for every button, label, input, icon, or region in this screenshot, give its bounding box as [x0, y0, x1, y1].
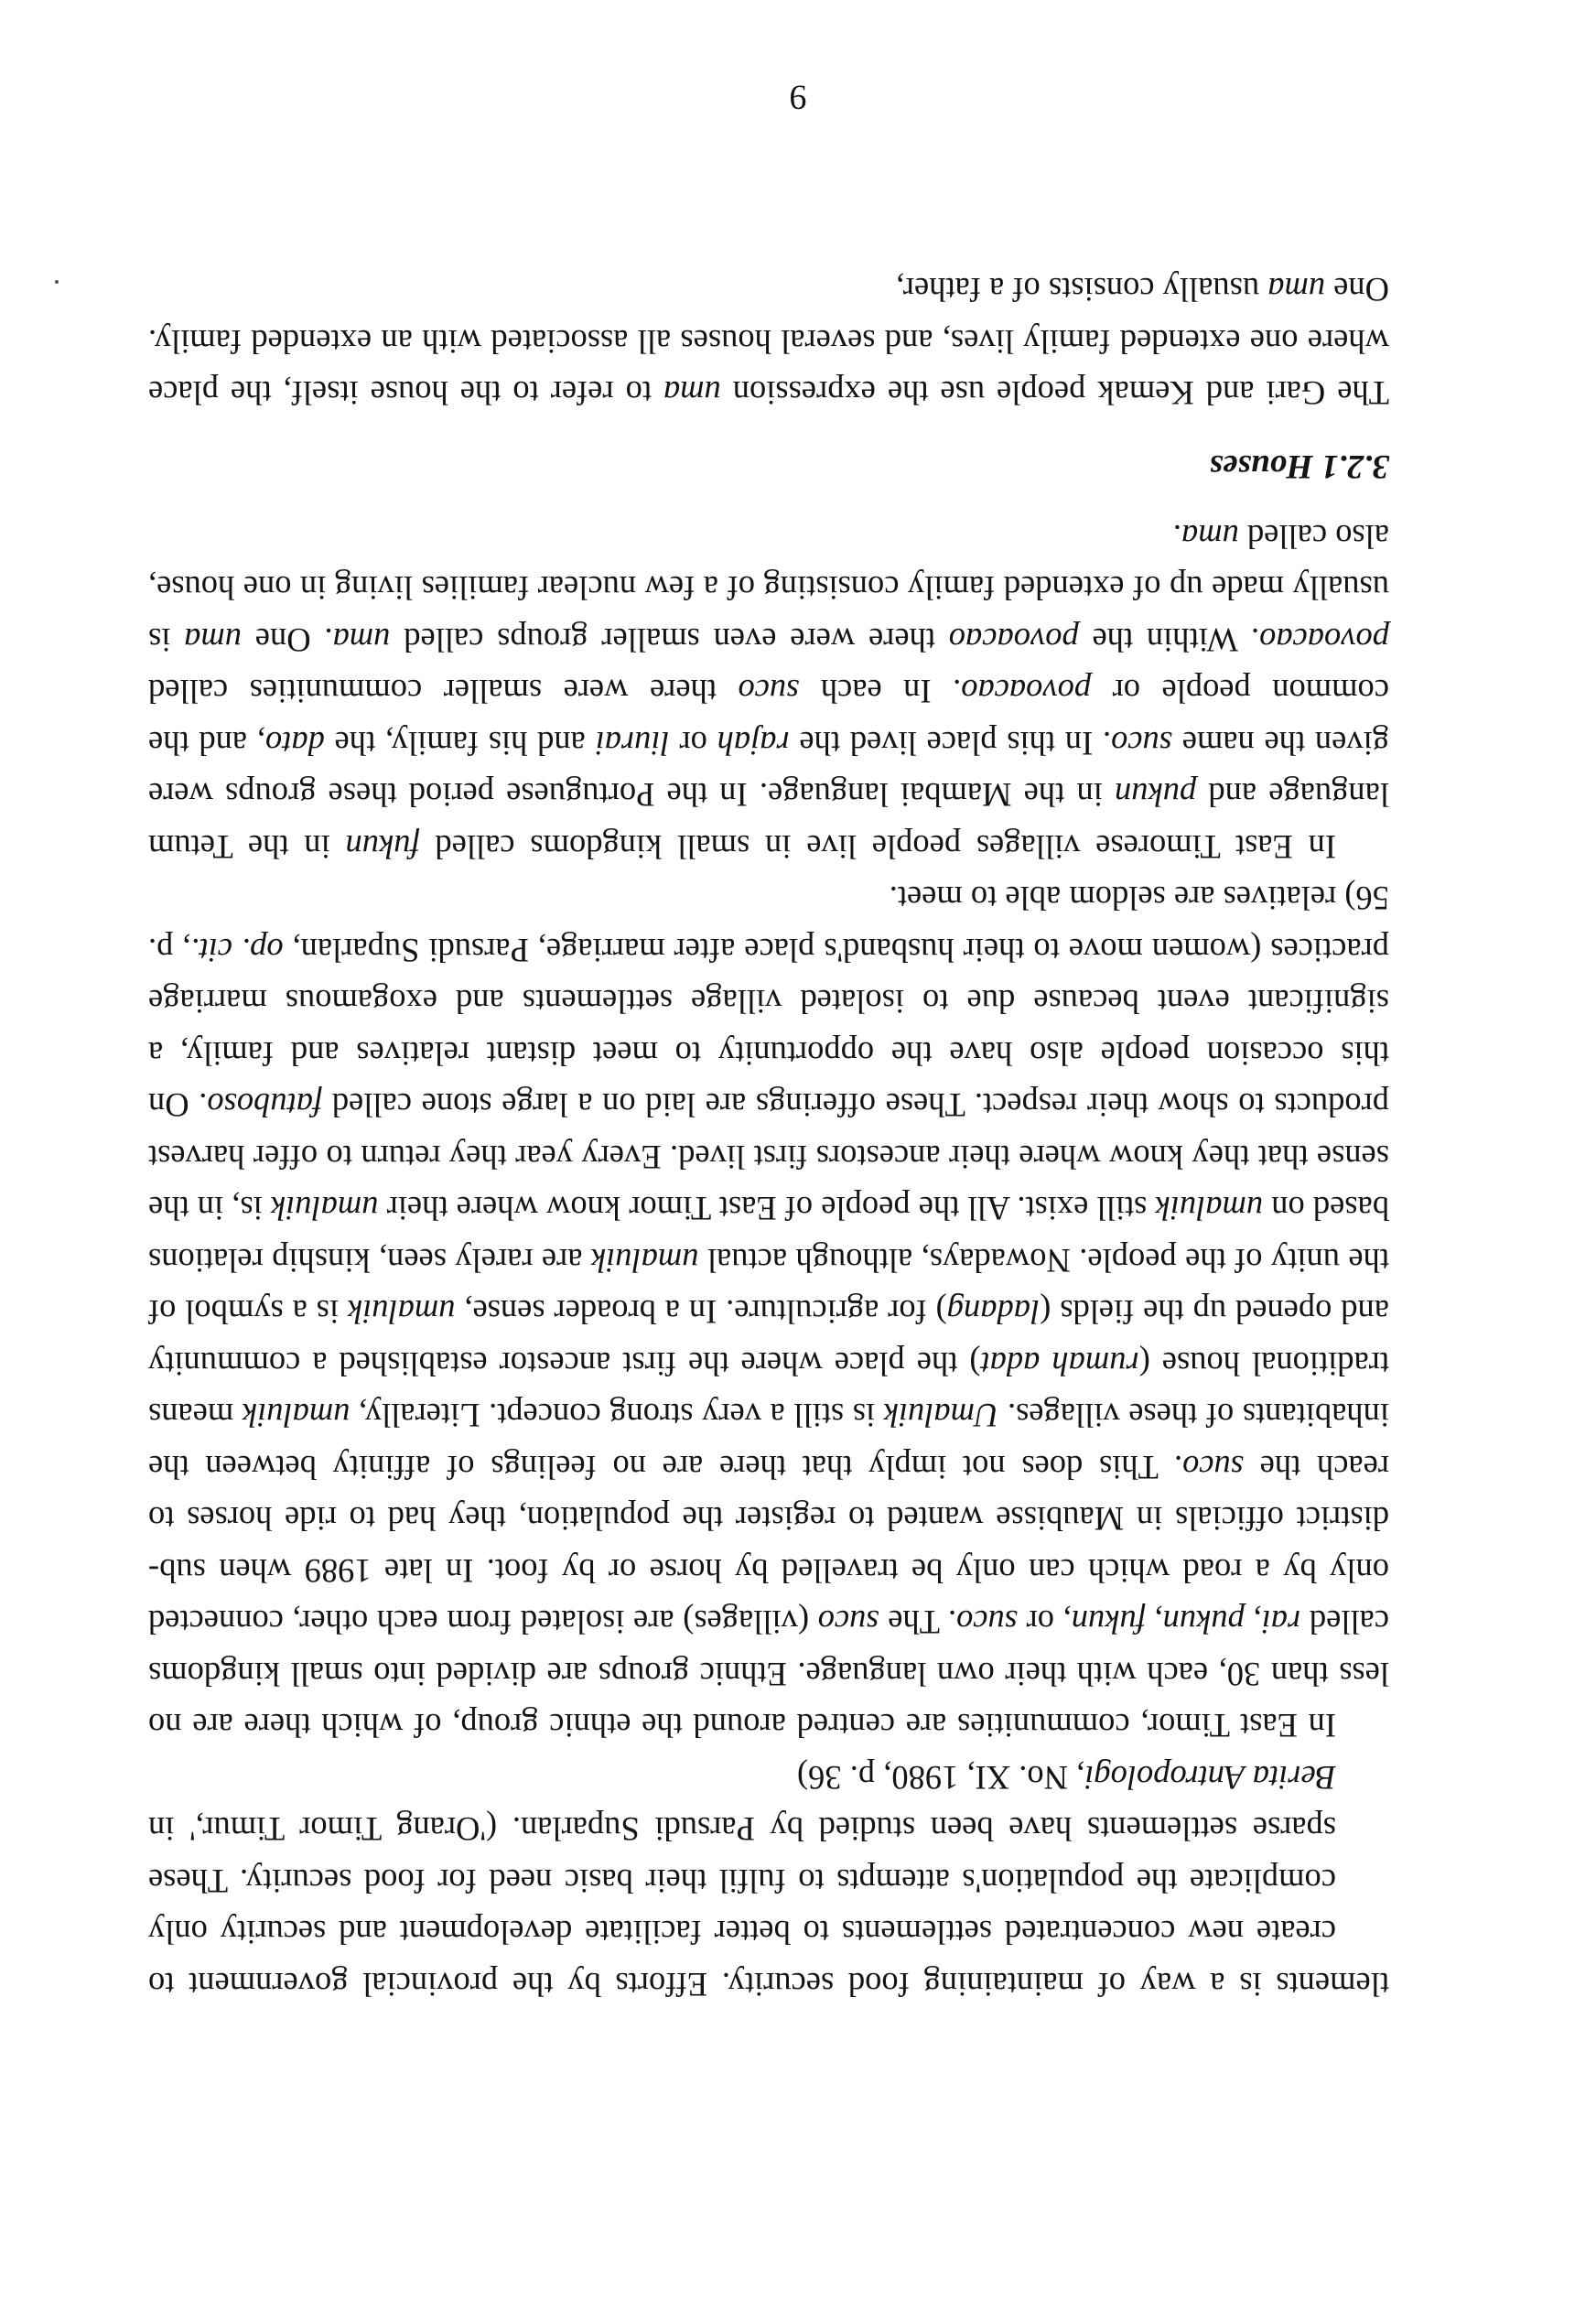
italic-term: uma [1267, 271, 1326, 309]
text-run: , or [1018, 1603, 1072, 1642]
text-run: , [1244, 1603, 1262, 1642]
text-run: , No. XI, 1980, p. 36) [796, 1759, 1085, 1797]
italic-term: fukun [345, 828, 420, 866]
text-run: is a symbol of the unity of the people. Nowadays, although actual [148, 1242, 1389, 1332]
text-run: tlements is a way of maintaining food security. Efforts by the provincial government to create new concentrated settlements to better facilitate development and security only complicate the population's attempts to fulfil their basic need for food security. These sparse settlements have been studied by Parsudi Suparlan. ('Orang Timor Timur,' in [148, 1810, 1389, 2003]
text-run: are rarely seen, kinship relations based on [148, 1190, 1389, 1279]
italic-term: povoacao [961, 673, 1092, 711]
text-run: . This does not imply that there are no feelings of affinity between the inhabitants of these villages. [148, 1397, 1389, 1486]
text-run: . In this place lived the [789, 725, 1112, 762]
italic-term: Berita Antropologi [1084, 1759, 1336, 1797]
section-heading: 3.2.1 Houses [1209, 448, 1389, 486]
italic-term: suco [1182, 1449, 1244, 1486]
text-run: . The [879, 1603, 957, 1642]
text-run: is still a very strong concept. Literally, [350, 1397, 884, 1435]
text-run: ) the place where the first ancestor established a community and opened up the fields ( [148, 1293, 1389, 1383]
text-run: or [669, 725, 717, 762]
italic-term: umaluik [270, 1190, 379, 1228]
text-run: , p. 56) relatives are seldom able to meet. [147, 880, 1389, 969]
body-text [148, 264, 1389, 2010]
text-run: to refer to the house itself, the place where one extended family lives, and several houses all associated with an extended family. One [148, 271, 1389, 413]
italic-term: suco [738, 673, 800, 711]
italic-term: uma [1181, 518, 1239, 556]
text-run: (villages) are isolated from each other, connected only by a road which can only be travelled by horse or by foot. In late 1989 when sub-district officials in Maubisse wanted to register the population, they had to ride horses to reach the [147, 1449, 1389, 1642]
italic-term: uma [332, 621, 391, 659]
italic-term: uma [663, 374, 721, 413]
text-run: In East Timor, communities are centred around the ethnic group, of which there are no less than 30, each with their own language. Ethnic groups are divided into small kingdoms called [148, 1603, 1389, 1745]
paragraph [148, 872, 1389, 1752]
text-run: is, in the sense that they know where their ancestors first lived. Every year they return to offer harvest products to show their respect. These offerings are laid on a large stone called [147, 1086, 1389, 1228]
italic-term: pukun [1115, 776, 1197, 815]
italic-term: fukun [1071, 1603, 1146, 1642]
italic-term: uma [184, 621, 242, 659]
paragraph [148, 264, 1389, 419]
text-run: there were smaller communities called [148, 673, 739, 711]
italic-term: pukun [1162, 1603, 1245, 1642]
text-run: ) for agriculture. In a broader sense, [455, 1293, 947, 1332]
italic-term: ladang [946, 1293, 1041, 1332]
text-run: in the Mambai language. In the Portuguese period these groups were given the name [148, 725, 1389, 815]
text-run: means traditional house ( [148, 1345, 1389, 1435]
text-run: in the Tetum language and [148, 776, 1389, 866]
italic-term: dato [264, 725, 325, 762]
italic-term: umaluik [242, 1397, 350, 1435]
citation-paragraph [148, 1752, 1389, 2011]
italic-term: fatuboso [207, 1086, 323, 1125]
italic-term: liurai [595, 725, 670, 762]
italic-term: umaluik [347, 1293, 456, 1332]
text-run: , and the common people or [148, 673, 1389, 762]
italic-term: umaluik [1155, 1190, 1264, 1228]
page-number: 9 [789, 78, 807, 116]
italic-term: povoacao [1259, 621, 1389, 659]
text-run: . Within the [1078, 621, 1260, 659]
text-run: , [1145, 1603, 1163, 1642]
italic-term: suco [956, 1603, 1018, 1642]
text-run: . On this occasion people also have the opportunity to meet distant relatives and family, a significant event because due to isolated village settlements and exogamous marriage practices (women move to their husband's place after marriage, Parsudi Suparlan, [148, 932, 1389, 1125]
text-run: . In each [799, 673, 962, 711]
italic-term: suco [1111, 725, 1172, 762]
text-run: The Gari and Kemak people use the expression [720, 374, 1389, 413]
italic-term: umaluik [590, 1242, 699, 1279]
text-run: and his family, the [324, 725, 596, 762]
text-run: . [1172, 518, 1181, 556]
paragraph [148, 511, 1389, 873]
text-run: In East Timorese villages people live in small kingdoms called [419, 828, 1336, 866]
text-run: usually consists of a father, [896, 271, 1268, 309]
margin-mark [55, 280, 59, 284]
italic-term: Umaluik [883, 1397, 999, 1435]
italic-term: op. cit. [190, 932, 284, 969]
text-run: still exist. All the people of East Timor know where their [378, 1190, 1156, 1228]
italic-term: suco [817, 1603, 879, 1642]
text-run: . One [242, 621, 333, 659]
text-run: is usually made up of extended family consisting of a few nuclear families living in one house, also called [147, 518, 1389, 659]
italic-term: povoacao [948, 621, 1079, 659]
text-run: there were even smaller groups called [390, 621, 949, 659]
italic-term: rumah adat [980, 1345, 1139, 1383]
italic-term: rajah [717, 725, 790, 762]
italic-term: rai [1261, 1603, 1301, 1642]
